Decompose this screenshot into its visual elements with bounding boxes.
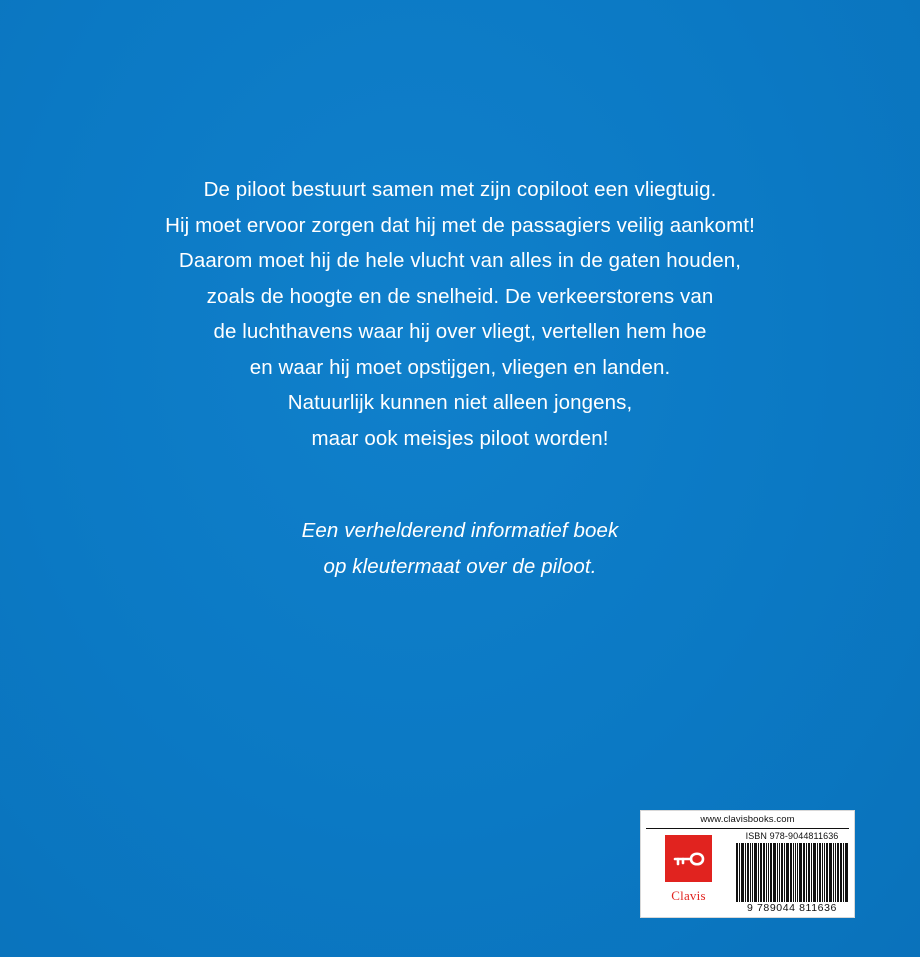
blurb-text (0, 172, 920, 584)
blurb-line: De piloot bestuurt samen met zijn copiloot een vliegtuig. (203, 178, 717, 201)
publisher-website: www.clavisbooks.com (700, 814, 795, 825)
blurb-line: Hij moet ervoor zorgen dat hij met de passagiers veilig aankomt! (165, 213, 755, 237)
blurb-line: en waar hij moet opstijgen, vliegen en landen. (249, 355, 671, 379)
barcode (736, 843, 848, 902)
blurb-line: Daarom moet hij de hele vlucht van alles in de gaten houden, (178, 249, 742, 272)
publisher-name: Clavis (671, 888, 706, 903)
isbn-barcode-block (640, 810, 855, 918)
blurb-line: zoals de hoogte en de snelheid. De verkeerstorens van (206, 284, 714, 308)
isbn-number: ISBN 978-9044811636 (745, 831, 839, 841)
blurb-line: maar ook meisjes piloot worden! (311, 426, 609, 450)
tagline-line: Een verhelderend informatief boek (301, 519, 619, 542)
publisher-logo (641, 829, 736, 917)
blurb-line: de luchthavens waar hij over vliegt, vertellen hem hoe (213, 320, 707, 343)
tagline-line: op kleutermaat over de piloot. (323, 554, 597, 578)
ean-number: 9 789044 811636 (747, 902, 837, 914)
key-icon (665, 835, 712, 882)
blurb-line: Natuurlijk kunnen niet alleen jongens, (287, 391, 633, 414)
